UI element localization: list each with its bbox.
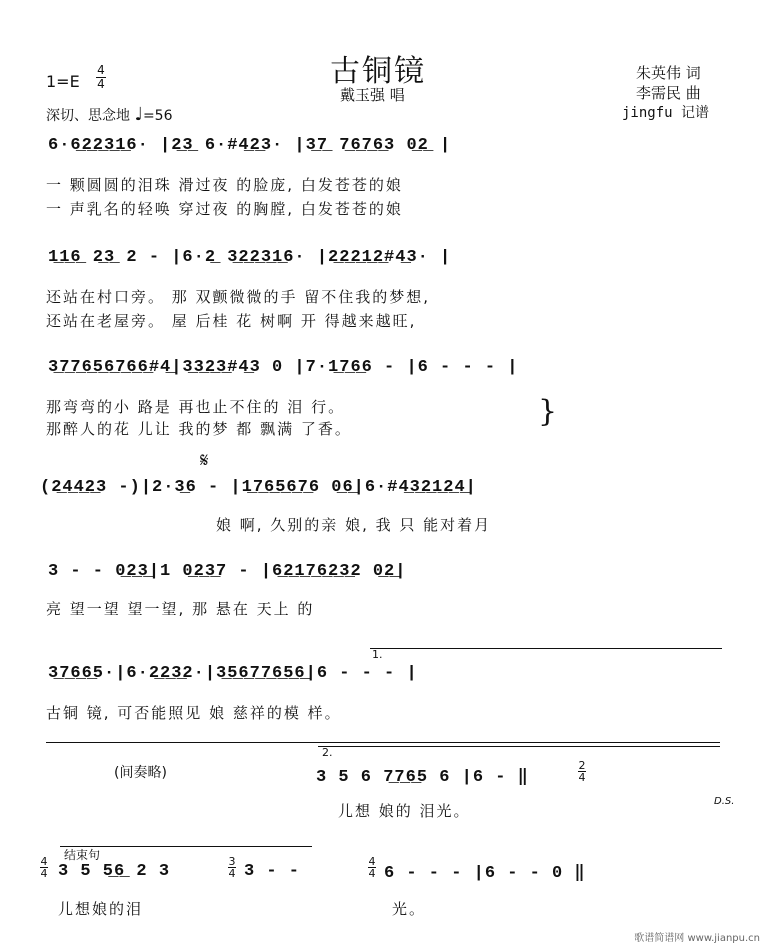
ending-lyrics-a: 儿想娘的泪 (58, 900, 144, 918)
volta-1-label: 1. (372, 648, 383, 661)
lyrics-line-5: 亮 望一望 望一望, 那 悬在 天上 的 (46, 600, 315, 618)
lyrics-line-1b: 一 声乳名的轻唤 穿过夜 的胸膛, 白发苍苍的娘 (46, 200, 403, 218)
interlude-note: (间奏略) (114, 765, 167, 781)
lyricist-credit: 朱英伟 词 (636, 64, 701, 82)
song-title: 古铜镜 (330, 54, 426, 89)
ending-notes-a: 3 5 5̲6̲ 2 3 (58, 862, 171, 881)
notation-line-3: 3̲7̲7̲6̲5̲6̲7̲6̲6̲#4̲|3̲3̲2̲3̲#4̲3 0 |7·1̲7̲6̲6 - |6 - - - | (48, 358, 519, 377)
notation-line-2: 1̲1̲6̲ 2̲3̲ 2 - |6·2̲ 3̲2̲2̲3̲1̲6· |2̲2̲2̲1̲2̲#4̲3· | (48, 248, 452, 267)
notation-line-7-notes: 3 5 6 7̲7̲6̲5 6 |6 - ‖ (316, 768, 529, 787)
ending-time-signature-2 (228, 856, 236, 879)
time-signature (96, 64, 106, 91)
expression-text: 深切、思念地 (46, 108, 130, 124)
lyrics-line-3a: 那弯弯的小 路是 再也止不住的 泪 行。 (46, 398, 346, 416)
time-signature-change (578, 760, 586, 783)
site-watermark: 歌谱简谱网 www.jianpu.cn (634, 933, 760, 944)
time-signature-change-fraction (578, 760, 586, 783)
time-signature-change-bottom: 4 (578, 771, 586, 784)
time-signature-bottom: 4 (97, 77, 105, 91)
transcriber-credit: jingfu 记谱 (622, 105, 710, 121)
ending-ts3-top: 4 (368, 855, 376, 868)
notation-line-6: 3̲7̲6̲6̲5·|6·2̲2̲3̲2·|3̲5̲6̲7̲7̲6̲5̲6̲|6 - - - | (48, 664, 418, 683)
ending-lyrics-b: 光。 (392, 900, 427, 918)
notation-line-4: (2̲4̲4̲2̲3 -)|2·3̲6 - |1̲7̲6̲5̲6̲7̲6 0̲6̲|6·#4̲3̲2̲1̲2̲4̲| (40, 478, 477, 497)
lyrics-line-4: 娘 啊, 久别的亲 娘, 我 只 能对着月 (216, 516, 492, 534)
ending-time-signature-3 (368, 856, 376, 879)
ending-ts2-fraction (228, 856, 236, 879)
lyrics-line-2a: 还站在村口旁。 那 双颤微微的手 留不住我的梦想, (46, 288, 431, 306)
ending-ts2-top: 3 (228, 855, 236, 868)
notation-line-7 (316, 766, 529, 787)
ending-label: 结束句 (64, 848, 101, 862)
segno-icon: 𝄋 (200, 448, 209, 472)
key-signature: 1=E (46, 72, 80, 91)
brace-icon: } (538, 394, 558, 429)
notation-line-1: 6·6̲2̲2̲3̲1̲6· |2̲3̲ 6·#4̲2̲3· |3̲7̲ 7̲6̲7̲6̲3 0̲2̲ | (48, 136, 452, 155)
time-signature-top: 4 (97, 63, 105, 77)
quarter-note-icon: ♩ (134, 104, 143, 125)
tempo-value: =56 (142, 108, 173, 124)
ending-ts1-bottom: 4 (40, 867, 48, 880)
singer-credit: 戴玉强 唱 (340, 86, 405, 104)
volta-line-1 (370, 648, 722, 649)
ending-time-signature-1 (40, 856, 48, 879)
lyrics-line-6: 古铜 镜, 可否能照见 娘 慈祥的模 样。 (46, 704, 342, 722)
time-signature-change-top: 2 (578, 759, 586, 772)
ending-ts1-top: 4 (40, 855, 48, 868)
separator-line (46, 742, 720, 743)
ending-ts1-fraction (40, 856, 48, 879)
lyrics-line-3b: 那醉人的花 儿让 我的梦 都 飘满 了香。 (46, 420, 352, 438)
dal-segno-mark: D.S. (714, 796, 735, 807)
notation-line-5: 3 - - 0̲2̲3̲|1 0̲2̲3̲7 - |6̲2̲1̲7̲6̲2̲3̲2 0̲2̲| (48, 562, 407, 581)
lyrics-line-1a: 一 颗圆圆的泪珠 滑过夜 的脸庞, 白发苍苍的娘 (46, 176, 403, 194)
ending-ts2-bottom: 4 (228, 867, 236, 880)
volta-2-label: 2. (322, 746, 333, 759)
lyrics-line-2b: 还站在老屋旁。 屋 后桂 花 树啊 开 得越来越旺, (46, 312, 417, 330)
volta-line-2 (318, 746, 720, 747)
ending-ts3-fraction (368, 856, 376, 879)
ending-notes-b: 3 - - (244, 862, 301, 881)
ending-ts3-bottom: 4 (368, 867, 376, 880)
lyrics-line-7: 儿想 娘的 泪光。 (338, 802, 471, 820)
tempo-marking (46, 104, 173, 125)
ending-notes-c: 6 - - - |6 - - 0 ‖ (384, 864, 586, 883)
composer-credit: 李需民 曲 (636, 84, 701, 102)
